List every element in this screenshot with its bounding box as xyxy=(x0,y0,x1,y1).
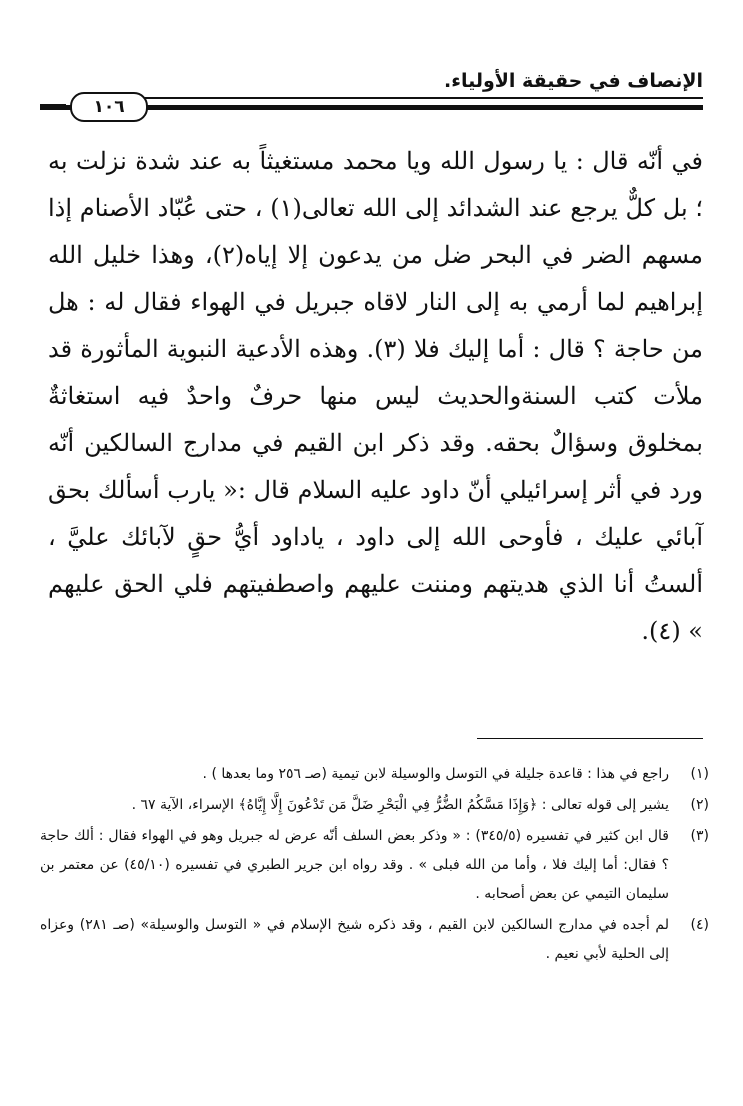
footnote-text: لم أجده في مدارج السالكين لابن القيم ، وقد ذكره شيخ الإسلام في « التوسل والوسيلة» (صـ ٢٨١) وعزاه إلى الحلية لأبي نعيم . xyxy=(40,917,669,962)
page-number: ١٠٦ xyxy=(70,92,148,122)
header-rule-left-dash xyxy=(40,104,66,109)
main-text xyxy=(48,138,703,655)
footnotes xyxy=(40,760,709,971)
footnote-1 xyxy=(40,760,709,789)
footnote-text: راجع في هذا : قاعدة جليلة في التوسل والوسيلة لابن تيمية (صـ ٢٥٦ وما بعدها ) . xyxy=(202,766,669,782)
running-title: الإنصاف في حقيقة الأولياء. xyxy=(444,70,703,92)
page-header xyxy=(40,70,703,130)
footnote-4 xyxy=(40,911,709,969)
footnote-2 xyxy=(40,791,709,820)
footnote-text: يشير إلى قوله تعالى : ﴿وَإِذَا مَسَّكُمُ الضُّرُّ فِي الْبَحْرِ ضَلَّ مَن تَدْعُونَ إِلَّا إِيَّاهُ﴾ الإسراء، الآية ٦٧ . xyxy=(131,797,669,813)
footnote-number: (٣) xyxy=(690,828,709,844)
footnote-number: (٤) xyxy=(690,917,709,933)
main-paragraph: في أنّه قال : يا رسول الله ويا محمد مستغيثاً به عند شدة نزلت به ؛ بل كلٌّ يرجع عند الشدائد إلى الله تعالى(١) ، حتى عُبّاد الأصنام إذا مسهم الضر في البحر ضل من يدعون إلا إياه(٢)، وهذا خليل الله إبراهيم لما أرمي به إلى النار لاقاه جبريل في الهواء فقال له : هل من حاجة ؟ قال : أما إليك فلا (٣). وهذه الأدعية النبوية المأثورة قد ملأت كتب السنةوالحديث ليس منها حرفٌ واحدٌ فيه استغاثةٌ بمخلوق وسؤالٌ بحقه. وقد ذكر ابن القيم في مدارج السالكين أنّه ورد في أثر إسرائيلي أنّ داود عليه السلام قال :« يارب أسألك بحق آبائي عليك ، فأوحى الله إلى داود ، ياداود أيُّ حقٍ لآبائك عليَّ ، ألستُ أنا الذي هديتهم ومننت عليهم واصطفيتهم فلي الحق عليهم » (٤). xyxy=(48,147,704,645)
header-rule-thin xyxy=(120,97,703,99)
footnote-text: قال ابن كثير في تفسيره (٣٤٥/٥) : « وذكر بعض السلف أنّه عرض له جبريل وهو في الهواء فقال : ألك حاجة ؟ فقال: أما إليك فلا ، وأما من الله فبلى » . وقد رواه ابن جرير الطبري في تفسيره (٤٥/١٠) عن معتمر بن سليمان التيمي عن بعض أصحابه . xyxy=(40,828,669,902)
footnote-3 xyxy=(40,822,709,909)
footnote-number: (٢) xyxy=(690,797,709,813)
footnote-separator xyxy=(477,738,703,739)
footnote-number: (١) xyxy=(690,766,709,782)
